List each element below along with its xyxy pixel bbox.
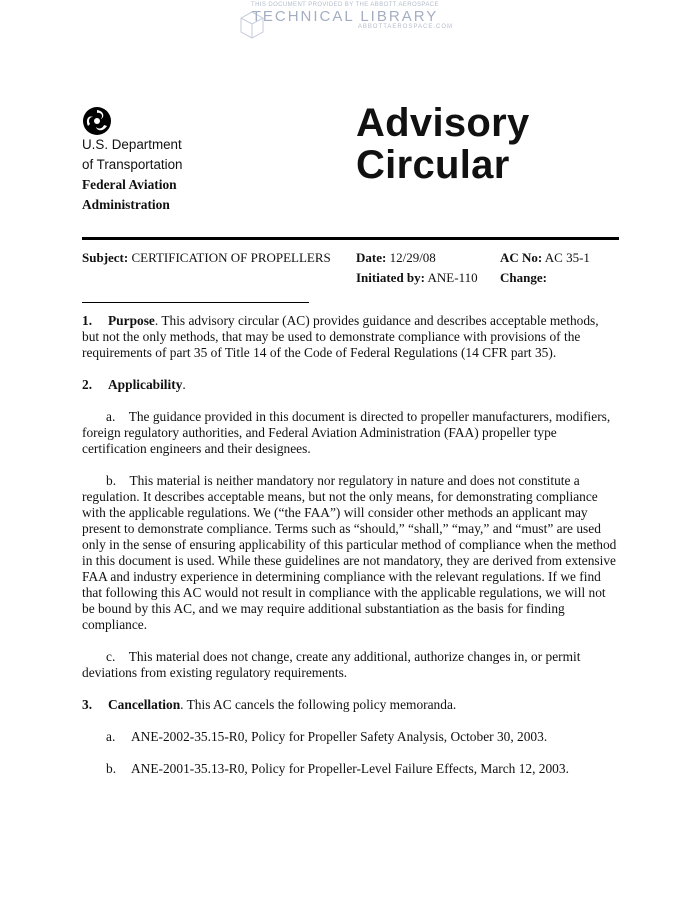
cancellation-text: . This AC cancels the following policy memoranda.	[180, 697, 457, 712]
applicability-c-text: This material does not change, create any additional, authorize changes in, or permit deviations from existing regulatory requirements.	[82, 649, 581, 680]
applicability-suffix: .	[182, 377, 186, 392]
initiated-field	[356, 270, 478, 286]
subject-label: Subject:	[82, 250, 129, 265]
purpose-heading: Purpose	[108, 313, 155, 328]
cancellation-b	[82, 761, 617, 777]
document-body	[82, 313, 617, 777]
watermark-title: TECHNICAL LIBRARY	[251, 8, 439, 25]
applicability-b-label: b.	[106, 473, 117, 488]
applicability-a	[82, 409, 617, 457]
cancellation-a-label: a.	[106, 729, 116, 744]
purpose-text: . This advisory circular (AC) provides guidance and describes acceptable methods, but not the only methods, that may be used to demonstrate compliance with provisions of the requirements of part 35 of Title 14 of the Code of Federal Regulations (14 CFR part 35).	[82, 313, 599, 360]
technical-library-watermark	[237, 0, 453, 44]
ac-value: AC 35-1	[544, 250, 590, 265]
watermark-top-line: THIS DOCUMENT PROVIDED BY THE ABBOTT AEROSPACE	[251, 2, 439, 8]
date-label: Date:	[356, 250, 387, 265]
ac-number-field	[500, 250, 590, 266]
change-label: Change:	[500, 270, 547, 285]
date-field	[356, 250, 436, 266]
cancellation-b-label: b.	[106, 761, 117, 776]
cancellation-heading: Cancellation	[108, 697, 181, 712]
purpose-paragraph	[82, 313, 617, 361]
applicability-b-text: This material is neither mandatory nor regulatory in nature and does not constitute a regulation. It describes acceptable means, but not the only means, for demonstrating compliance with the applicable regulations. We (“the FAA”) will consider other methods an applicant may present to demonstrate compliance. Terms such as “should,” “shall,” “may,” and “must” are used only in the sense of ensuring applicability of this particular method of compliance when the method in this document is used. While these guidelines are not mandatory, they are derived from extensive FAA and industry experience in determining compliance with the relevant regulations. If we find that following this AC would not result in compliance with the applicable regulations, we will not be bound by this AC, and we may require additional substantiation as the basis for finding compliance.	[82, 473, 617, 632]
subject-field	[82, 250, 331, 266]
watermark-url: ABBOTTAEROSPACE.COM	[357, 24, 453, 30]
agency-line-1: U.S. Department	[82, 137, 182, 152]
cancellation-b-text: ANE-2001-35.13-R0, Policy for Propeller-Level Failure Effects, March 12, 2003.	[131, 761, 569, 776]
agency-block	[82, 135, 183, 215]
ac-label: AC No:	[500, 250, 543, 265]
agency-line-3: Federal Aviation	[82, 177, 177, 192]
applicability-a-label: a.	[106, 409, 116, 424]
applicability-b	[82, 473, 617, 633]
applicability-c	[82, 649, 617, 681]
cancellation-a	[82, 729, 617, 745]
change-field	[500, 270, 547, 286]
title-line-1: Advisory	[356, 101, 530, 145]
cancellation-number: 3.	[82, 697, 93, 712]
document-title	[356, 102, 530, 186]
cancellation-a-text: ANE-2002-35.15-R0, Policy for Propeller Safety Analysis, October 30, 2003.	[131, 729, 548, 744]
applicability-heading-line	[82, 377, 617, 393]
cancellation-paragraph	[82, 697, 617, 713]
agency-line-2: of Transportation	[82, 157, 183, 172]
applicability-a-text: The guidance provided in this document is directed to propeller manufacturers, modifiers, foreign regulatory authorities, and Federal Aviation Administration (FAA) propeller type certification engineers and their designees.	[82, 409, 611, 456]
header-divider	[82, 237, 619, 240]
applicability-c-label: c.	[106, 649, 116, 664]
applicability-number: 2.	[82, 377, 93, 392]
meta-divider	[82, 302, 309, 303]
initiated-value: ANE-110	[427, 270, 478, 285]
subject-value: CERTIFICATION OF PROPELLERS	[131, 250, 331, 265]
agency-line-4: Administration	[82, 197, 170, 212]
initiated-label: Initiated by:	[356, 270, 425, 285]
applicability-heading: Applicability	[108, 377, 183, 392]
purpose-number: 1.	[82, 313, 93, 328]
date-value: 12/29/08	[389, 250, 436, 265]
dot-logo-icon	[82, 106, 112, 136]
title-line-2: Circular	[356, 143, 510, 187]
